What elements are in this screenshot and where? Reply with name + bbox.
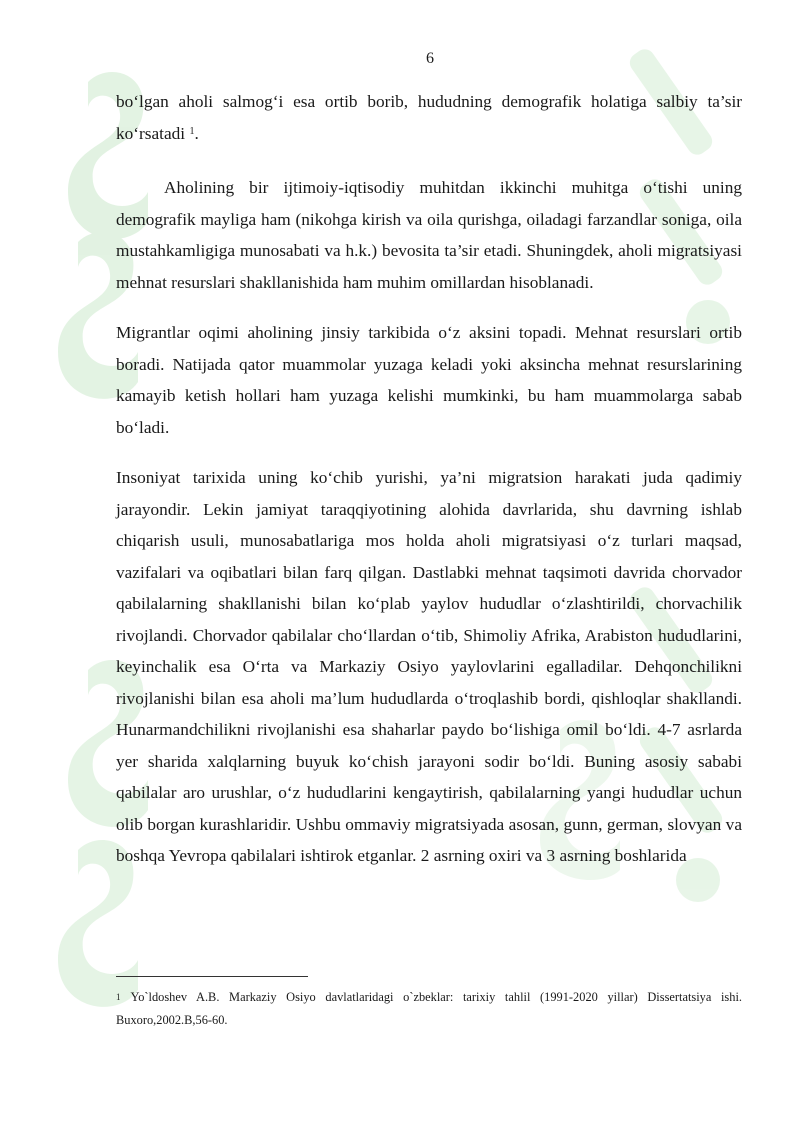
paragraph: Migrantlar oqimi aholining jinsiy tarkibida o‘z aksini topadi. Mehnat resurslari ortib boradi. Natijada qator muammolar yuzaga keladi yoki aksincha mehnat resurslarining kamayib ketish hollari ham yuzaga kelishi mumkinki, bu ham muammolarga sabab bo‘ladi. [116, 323, 742, 437]
document-body [116, 86, 742, 891]
footnote-mark: 1 [116, 992, 121, 1002]
paragraph: Insoniyat tarixida uning ko‘chib yurishi, ya’ni migratsion harakati juda qadimiy jarayondir. Lekin jamiyat taraqqiyotining alohida davrlarida, shu davrning ishlab chiqarish usuli, munosabatlariga mos holda aholi migratsiyasi o‘z turlari maqsad, vazifalari va oqibatlari bilan farq qilgan. Dastlabki mehnat taqsimoti davrida chorvador qabilalarning shakllanishi bilan ko‘plab yaylov hududlar o‘zlashtirildi, chorvachilik rivojlandi. Chorvador qabilalar cho‘llardan o‘tib, Shimoliy Afrika, Arabiston hududlarini, keyinchalik esa O‘rta va Markaziy Osiyo yaylovlarini egalladilar. Dehqonchilikni rivojlanishi bilan esa aholi ma’lum hududlarda o‘troqlashib bordi, qishloqlar shakllandi. Hunarmandchilikni rivojlanishi esa shaharlar paydo bo‘lishiga omil bo‘ldi. 4-7 asrlarda yer sharida xalqlarning buyuk ko‘chish jarayoni sodir bo‘ldi. Buning asosiy sababi qabilalar aro urushlar, o‘z hududlarini kengaytirish, qabilalarning yangi hududlar uchun olib borgan kurashlaridir. Ushbu ommaviy migratsiyada asosan, gunn, german, slovyan va boshqa Yevropa qabilalari ishtirok etganlar. 2 asrning oxiri va 3 asrning boshlarida [116, 468, 742, 865]
paragraph-text: bo‘lgan aholi salmog‘i esa ortib borib, hududning demografik holatiga salbiy ta’sir ko‘rsatadi [116, 92, 742, 143]
paragraph-end: . [194, 123, 199, 143]
paragraph [116, 86, 742, 149]
footnote [116, 986, 742, 1032]
footnote-separator [116, 976, 308, 977]
page-number: 6 [426, 50, 434, 67]
footnote-reference[interactable]: 1 [189, 125, 195, 137]
footnote-text: Yo`ldoshev A.B. Markaziy Osiyo davlatlaridagi o`zbeklar: tarixiy tahlil (1991-2020 yillar) Dissertatsiya ishi. Buxoro,2002.B,56-60. [116, 990, 742, 1027]
paragraph: Aholining bir ijtimoiy-iqtisodiy muhitdan ikkinchi muhitga o‘tishi uning demografik mayliga ham (nikohga kirish va oila qurishga, oiladagi farzandlar soniga, oila mustahkamligiga munosabati va h.k.) bevosita ta’sir etadi. Shuningdek, aholi migratsiyasi mehnat resurslari shakllanishida ham muhim omillardan hisoblanadi. [116, 178, 742, 292]
